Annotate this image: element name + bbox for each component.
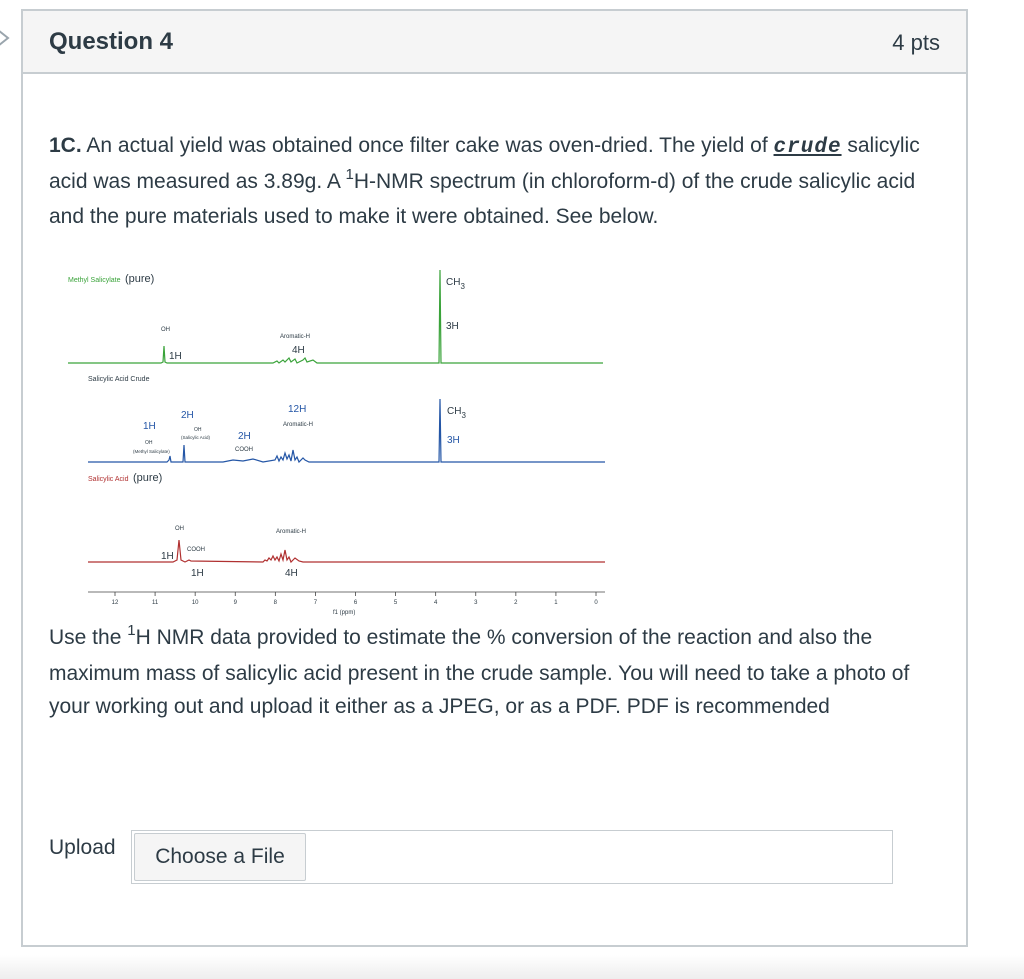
choose-file-button[interactable]: Choose a File — [134, 833, 306, 881]
bottom-bar — [0, 955, 1024, 979]
crude-emphasis: crude — [773, 136, 842, 159]
question-points: 4 pts — [892, 30, 940, 55]
trace2-oh-ms-note: (Methyl Salicylate) — [133, 449, 170, 454]
nmr-spectrum-figure — [63, 254, 623, 619]
trace2-label-name: Salicylic Acid Crude — [88, 376, 150, 383]
question-text-part: H-NMR spectrum (in chloroform-d) of the crude salicylic acid and the pure materials used to make it were obtained. See below. — [49, 169, 916, 228]
trace1-oh-integral: 1H — [169, 351, 182, 362]
trace1-aromatic-integral: 4H — [292, 345, 305, 356]
question-label: 1C. — [49, 134, 82, 157]
ppm-tick-label: 4 — [433, 600, 438, 606]
trace2-oh-sa-integral: 2H — [181, 410, 194, 421]
superscript: 1 — [345, 165, 354, 183]
trace1-ch3-label: $CH_3$ — [446, 277, 465, 291]
trace2-cooh-integral: 2H — [238, 431, 251, 442]
ppm-tick-label: 6 — [353, 600, 358, 606]
ppm-tick-label: 8 — [273, 600, 278, 606]
trace2-oh-sa-note: (Salicylic Acid) — [181, 435, 211, 440]
question-title: Question 4 — [49, 28, 174, 55]
ppm-tick-label: 7 — [313, 600, 318, 606]
ppm-tick-label: 5 — [393, 600, 398, 606]
ppm-tick-label: 11 — [151, 600, 159, 606]
ppm-tick-label: 3 — [474, 600, 478, 606]
upload-label: Upload — [49, 836, 116, 859]
ppm-tick-label: 12 — [111, 600, 119, 606]
ppm-tick-label: 9 — [233, 600, 237, 606]
ppm-tick-label: 1 — [554, 600, 558, 606]
trace3-aromatic-integral: 4H — [285, 568, 298, 579]
ppm-tick-label: 0 — [594, 600, 598, 606]
trace2-oh-ms-label: OH — [145, 440, 153, 446]
question-text-part: salicylic acid was measured as 3.89g. A — [49, 134, 920, 193]
ppm-axis-ticks — [112, 592, 599, 606]
instructions-text-part: H NMR data provided to estimate the % conversion of the reaction and also the maximum mass of salicylic acid present in the crude sample. You will need to take a photo of your working out and upload it either as a JPEG, or as a PDF. PDF is recommended — [49, 626, 910, 718]
question-text-part: An actual yield was obtained once filter cake was oven-dried. The yield of — [81, 134, 774, 157]
trace2-aromatic-label: Aromatic-H — [283, 422, 314, 428]
trace3-label-name: Salicylic Acid — [88, 476, 129, 483]
trace1-label-name: Methyl Salicylate — [68, 277, 121, 284]
trace2-ch3-label: $CH_3$ — [447, 406, 466, 420]
trace2-aromatic-integral: 12H — [288, 404, 307, 415]
trace3-cooh-integral: 1H — [191, 568, 204, 579]
superscript: 1 — [127, 622, 136, 639]
question-card — [21, 9, 968, 947]
trace1-label-tag: (pure) — [125, 273, 155, 285]
trace1-ch3-integral: 3H — [446, 321, 459, 332]
trace2-oh-sa-label: OH — [194, 427, 202, 433]
file-upload-field[interactable] — [131, 830, 893, 884]
ppm-tick-label: 2 — [514, 600, 518, 606]
ppm-tick-label: 10 — [191, 600, 199, 606]
trace3-cooh-label: COOH — [187, 547, 205, 553]
trace2-cooh-label: COOH — [235, 447, 253, 453]
question-header — [23, 11, 966, 74]
trace3-label-tag: (pure) — [133, 472, 163, 484]
trace1-aromatic-label: Aromatic-H — [280, 334, 311, 340]
trace3-oh-integral: 1H — [161, 551, 174, 562]
question-text — [49, 129, 949, 234]
trace2-oh-ms-integral: 1H — [143, 421, 156, 432]
trace3-aromatic-label: Aromatic-H — [276, 529, 307, 535]
trace2-ch3-integral: 3H — [447, 435, 460, 446]
instructions-text — [49, 621, 949, 724]
ppm-axis-label: f1 (ppm) — [333, 610, 356, 616]
instructions-text-part: Use the — [49, 626, 128, 649]
trace3-oh-label: OH — [175, 526, 184, 532]
previous-arrow-icon[interactable] — [0, 27, 16, 49]
trace1-oh-label: OH — [161, 327, 170, 333]
